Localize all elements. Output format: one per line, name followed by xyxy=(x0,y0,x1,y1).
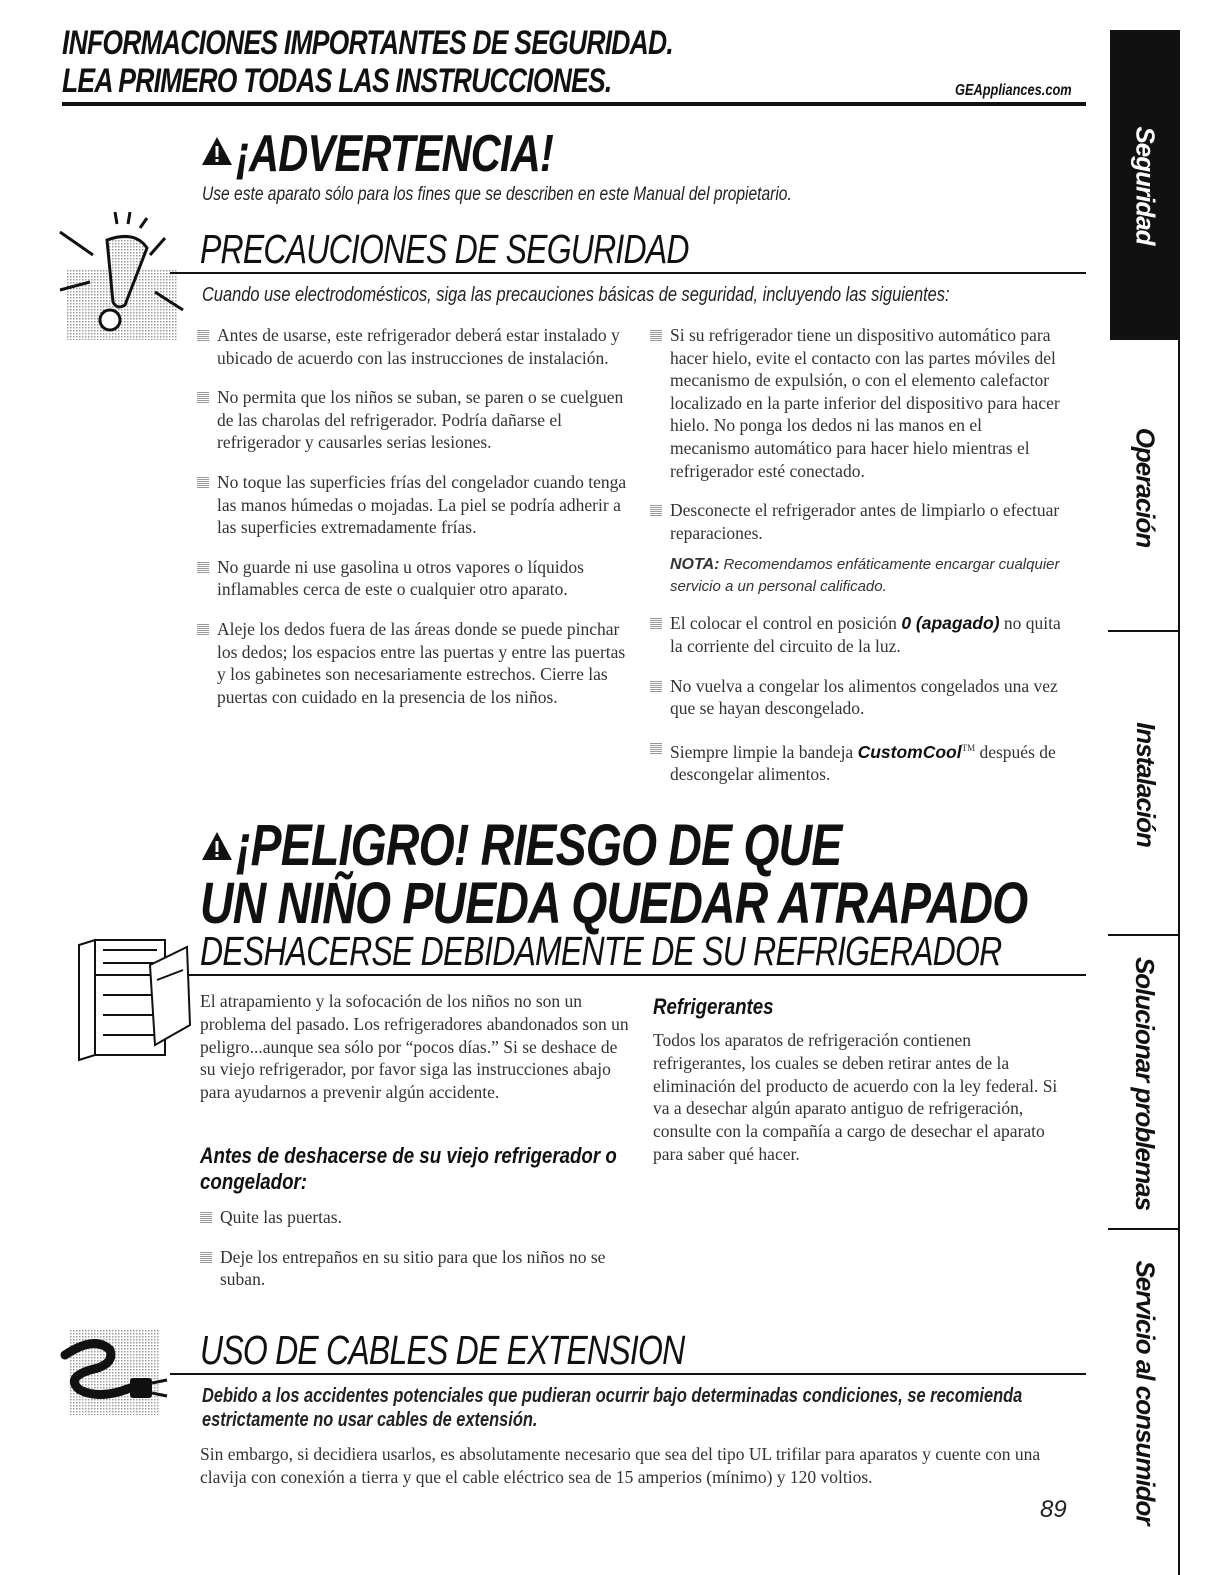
list-item: No vuelva a congelar los alimentos congelados una vez que se hayan descongelado. xyxy=(650,675,1065,720)
bullet-icon xyxy=(200,1211,212,1223)
refrigerants-text: Todos los aparatos de refrigeración contienen refrigerantes, los cuales se deben retirar antes de la eliminación del producto de acuerdo con la ley federal. Si va a desechar algún aparato antiguo de refrigeración, consulte con la compañía a cargo de desechar el aparato para saber qué hacer. xyxy=(653,1030,1058,1164)
warning-subtitle: Use este aparato sólo para los fines que se describen en este Manual del propietario. xyxy=(202,184,792,205)
bullet-icon xyxy=(197,391,209,403)
tab-divider xyxy=(1108,1228,1180,1230)
list-item: No toque las superficies frías del congelador cuando tenga las manos húmedas o mojadas. La piel se podría adherir a las superficies extremadamente frías. xyxy=(197,471,632,539)
tab-seguridad[interactable]: Seguridad xyxy=(1110,30,1180,340)
list-item: Si su refrigerador tiene un dispositivo automático para hacer hielo, evite el contacto con las partes móviles del mecanismo de expulsión, o con el elemento calefactor localizado en la parte inferior del dispositivo para hacer hielo. No ponga los dedos ni las manos en el mecanismo automático para hacer hielo mientras el refrigerador esté conectado. xyxy=(650,324,1065,482)
extension-rule xyxy=(170,1373,1086,1375)
before-disposal-title: Antes de deshacerse de su viejo refrigerador o congelador: xyxy=(200,1143,617,1194)
precautions-intro: Cuando use electrodomésticos, siga las precauciones básicas de seguridad, incluyendo las siguientes: xyxy=(202,284,950,306)
danger-title-line-2: UN NIÑO PUEDA QUEDAR ATRAPADO xyxy=(200,871,1028,936)
disposal-steps xyxy=(200,1206,630,1308)
bullet-icon xyxy=(650,742,662,754)
disposal-title: DESHACERSE DEBIDAMENTE DE SU REFRIGERADOR xyxy=(200,928,1002,974)
warning-triangle-icon xyxy=(200,135,234,172)
bullet-icon xyxy=(197,476,209,488)
precautions-title: PRECAUCIONES DE SEGURIDAD xyxy=(200,226,689,272)
bullet-icon xyxy=(650,504,662,516)
nota-label: NOTA: xyxy=(670,556,720,574)
refrigerants-title: Refrigerantes xyxy=(653,994,774,1019)
precautions-left-column xyxy=(197,324,632,725)
danger-title-line-1: ¡PELIGRO! RIESGO DE QUE xyxy=(236,813,842,878)
website-link[interactable]: GEAppliances.com xyxy=(955,82,1072,99)
extension-intro: Debido a los accidentes potenciales que pudieran ocurrir bajo determinadas condiciones, se recomienda estrictamente no usar cables de extensión. xyxy=(202,1385,1023,1431)
disposal-paragraph: El atrapamiento y la sofocación de los niños no son un problema del pasado. Los refrigeradores abandonados son un peligro...aunque sea sólo por “pocos días.” Si se deshace de su viejo refrigerador, por favor siga las instrucciones abajo para ayudarnos a prevenir algún accidente. xyxy=(200,991,629,1103)
list-item: No permita que los niños se suban, se paren o se cuelguen de las charolas del refrigerador. Podría dañarse el refrigerador y causarles serias lesiones. xyxy=(197,386,632,454)
tab-divider xyxy=(1108,934,1180,936)
tab-solucionar-problemas[interactable]: Solucionar problemas xyxy=(1130,956,1161,1210)
tab-operacion[interactable]: Operación xyxy=(1130,427,1161,548)
disposal-rule xyxy=(170,974,1086,976)
bullet-icon xyxy=(197,561,209,573)
bullet-icon xyxy=(200,1251,212,1263)
bullet-icon xyxy=(650,617,662,629)
danger-triangle-icon xyxy=(200,830,234,867)
tab-servicio-al-consumidor[interactable]: Servicio al consumidor xyxy=(1130,1259,1161,1525)
tab-divider xyxy=(1108,630,1180,632)
list-item: No guarde ni use gasolina u otros vapores o líquidos inflamables cerca de este o cualquier otro aparato. xyxy=(197,556,632,601)
list-item: Antes de usarse, este refrigerador deberá estar instalado y ubicado de acuerdo con las instrucciones de instalación. xyxy=(197,324,632,369)
tab-instalacion[interactable]: Instalación xyxy=(1130,721,1161,847)
list-item: Siempre limpie la bandeja CustomCool™ después de descongelar alimentos. xyxy=(650,737,1065,786)
warning-title: ¡ADVERTENCIA! xyxy=(236,125,554,183)
bullet-icon xyxy=(650,680,662,692)
header-rule xyxy=(62,102,1086,106)
refrigerator-icon xyxy=(75,935,195,1070)
header-line-1: INFORMACIONES IMPORTANTES DE SEGURIDAD. xyxy=(62,24,674,62)
bullet-icon xyxy=(197,329,209,341)
list-item: El colocar el control en posición 0 (apagado) no quita la corriente del circuito de la luz. xyxy=(650,612,1065,657)
bullet-icon xyxy=(650,329,662,341)
precautions-rule xyxy=(170,272,1086,274)
extension-text: Sin embargo, si decidiera usarlos, es absolutamente necesario que sea del tipo UL trifilar para aparatos y cuente con una clavija con conexión a tierra y que el cable eléctrico sea de 15 amperios (mínimo) y 120 voltios. xyxy=(200,1444,1041,1487)
list-item: Aleje los dedos fuera de las áreas donde se puede pinchar los dedos; los espacios entre las puertas y entre las puertas y los gabinetes son necesariamente estrechos. Cierre las puertas con cuidado en la presencia de los niños. xyxy=(197,618,632,708)
extension-title: USO DE CABLES DE EXTENSION xyxy=(200,1327,685,1373)
nota-text: Recomendamos enfáticamente encargar cualquier servicio a un personal calificado. xyxy=(670,556,1060,596)
page-number: 89 xyxy=(1040,1496,1067,1523)
precautions-right-column xyxy=(650,324,1065,803)
list-item: Quite las puertas. xyxy=(200,1206,630,1229)
header-line-2: LEA PRIMERO TODAS LAS INSTRUCCIONES. xyxy=(62,62,612,100)
list-item: Deje los entrepaños en su sitio para que los niños no se suban. xyxy=(200,1246,630,1291)
nota-block xyxy=(650,554,1065,598)
list-item: Desconecte el refrigerador antes de limpiarlo o efectuar reparaciones. xyxy=(650,499,1065,544)
bullet-icon xyxy=(197,623,209,635)
exclamation-alert-icon xyxy=(55,210,190,350)
extension-cord-icon xyxy=(55,1330,175,1425)
